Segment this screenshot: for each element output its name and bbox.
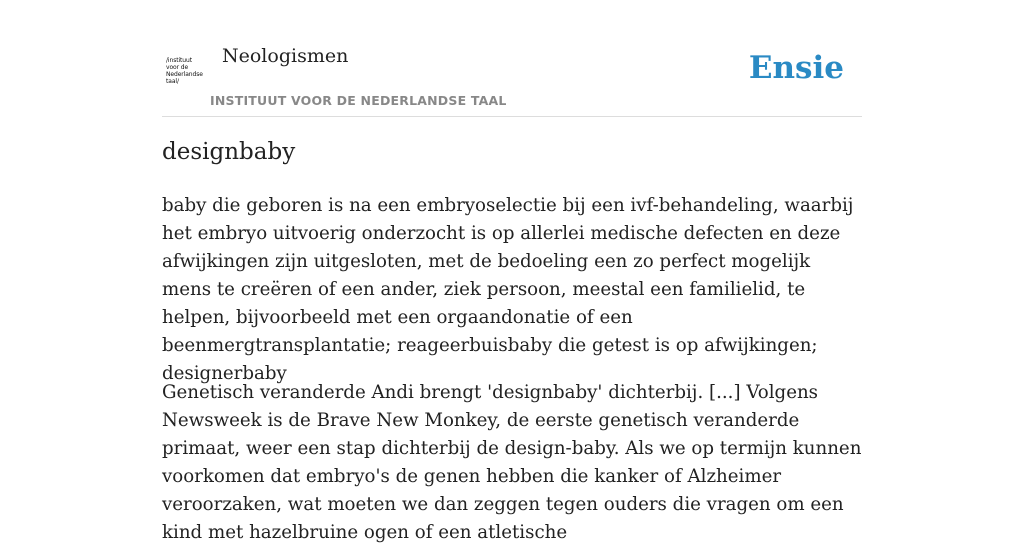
page	[162, 0, 862, 543]
logo-line: taal/	[166, 78, 179, 85]
ivdnt-logo[interactable]	[166, 57, 208, 85]
site-header	[162, 0, 862, 117]
entry-definition: baby die geboren is na een embryoselectie bij een ivf-behandeling, waarbij het embryo uitvoerig onderzocht is op allerlei medische defecten en deze afwijkingen zijn uitgesloten, met de bedoeling een zo perfect mogelijk mens te creëren of een ander, ziek persoon, meestal een familielid, te helpen, bijvoorbeeld met een orgaandonatie of een beenmergtransplantatie; reageerbuisbaby die getest is op afwijkingen; designerbaby	[162, 195, 854, 384]
logo-line: voor de	[166, 64, 189, 71]
logo-line: /instituut	[166, 57, 192, 64]
site-title-link[interactable]: Neologismen	[222, 45, 349, 67]
logo-line: Nederlandse	[166, 71, 203, 78]
ensie-brand-link[interactable]: Ensie	[748, 50, 844, 86]
entry-quote: Genetisch veranderde Andi brengt 'designbaby' dichterbij. [...] Volgens Newsweek is de Brave New Monkey, de eerste genetisch veranderde primaat, weer een stap dichterbij de design-baby. Als we op termijn kunnen voorkomen dat embryo's de genen hebben die kanker of Alzheimer veroorzaken, wat moeten we dan zeggen tegen ouders die vragen om een kind met hazelbruine ogen of een atletische	[162, 382, 862, 543]
entry-term: designbaby	[162, 139, 296, 165]
institute-name: INSTITUUT VOOR DE NEDERLANDSE TAAL	[210, 93, 507, 108]
